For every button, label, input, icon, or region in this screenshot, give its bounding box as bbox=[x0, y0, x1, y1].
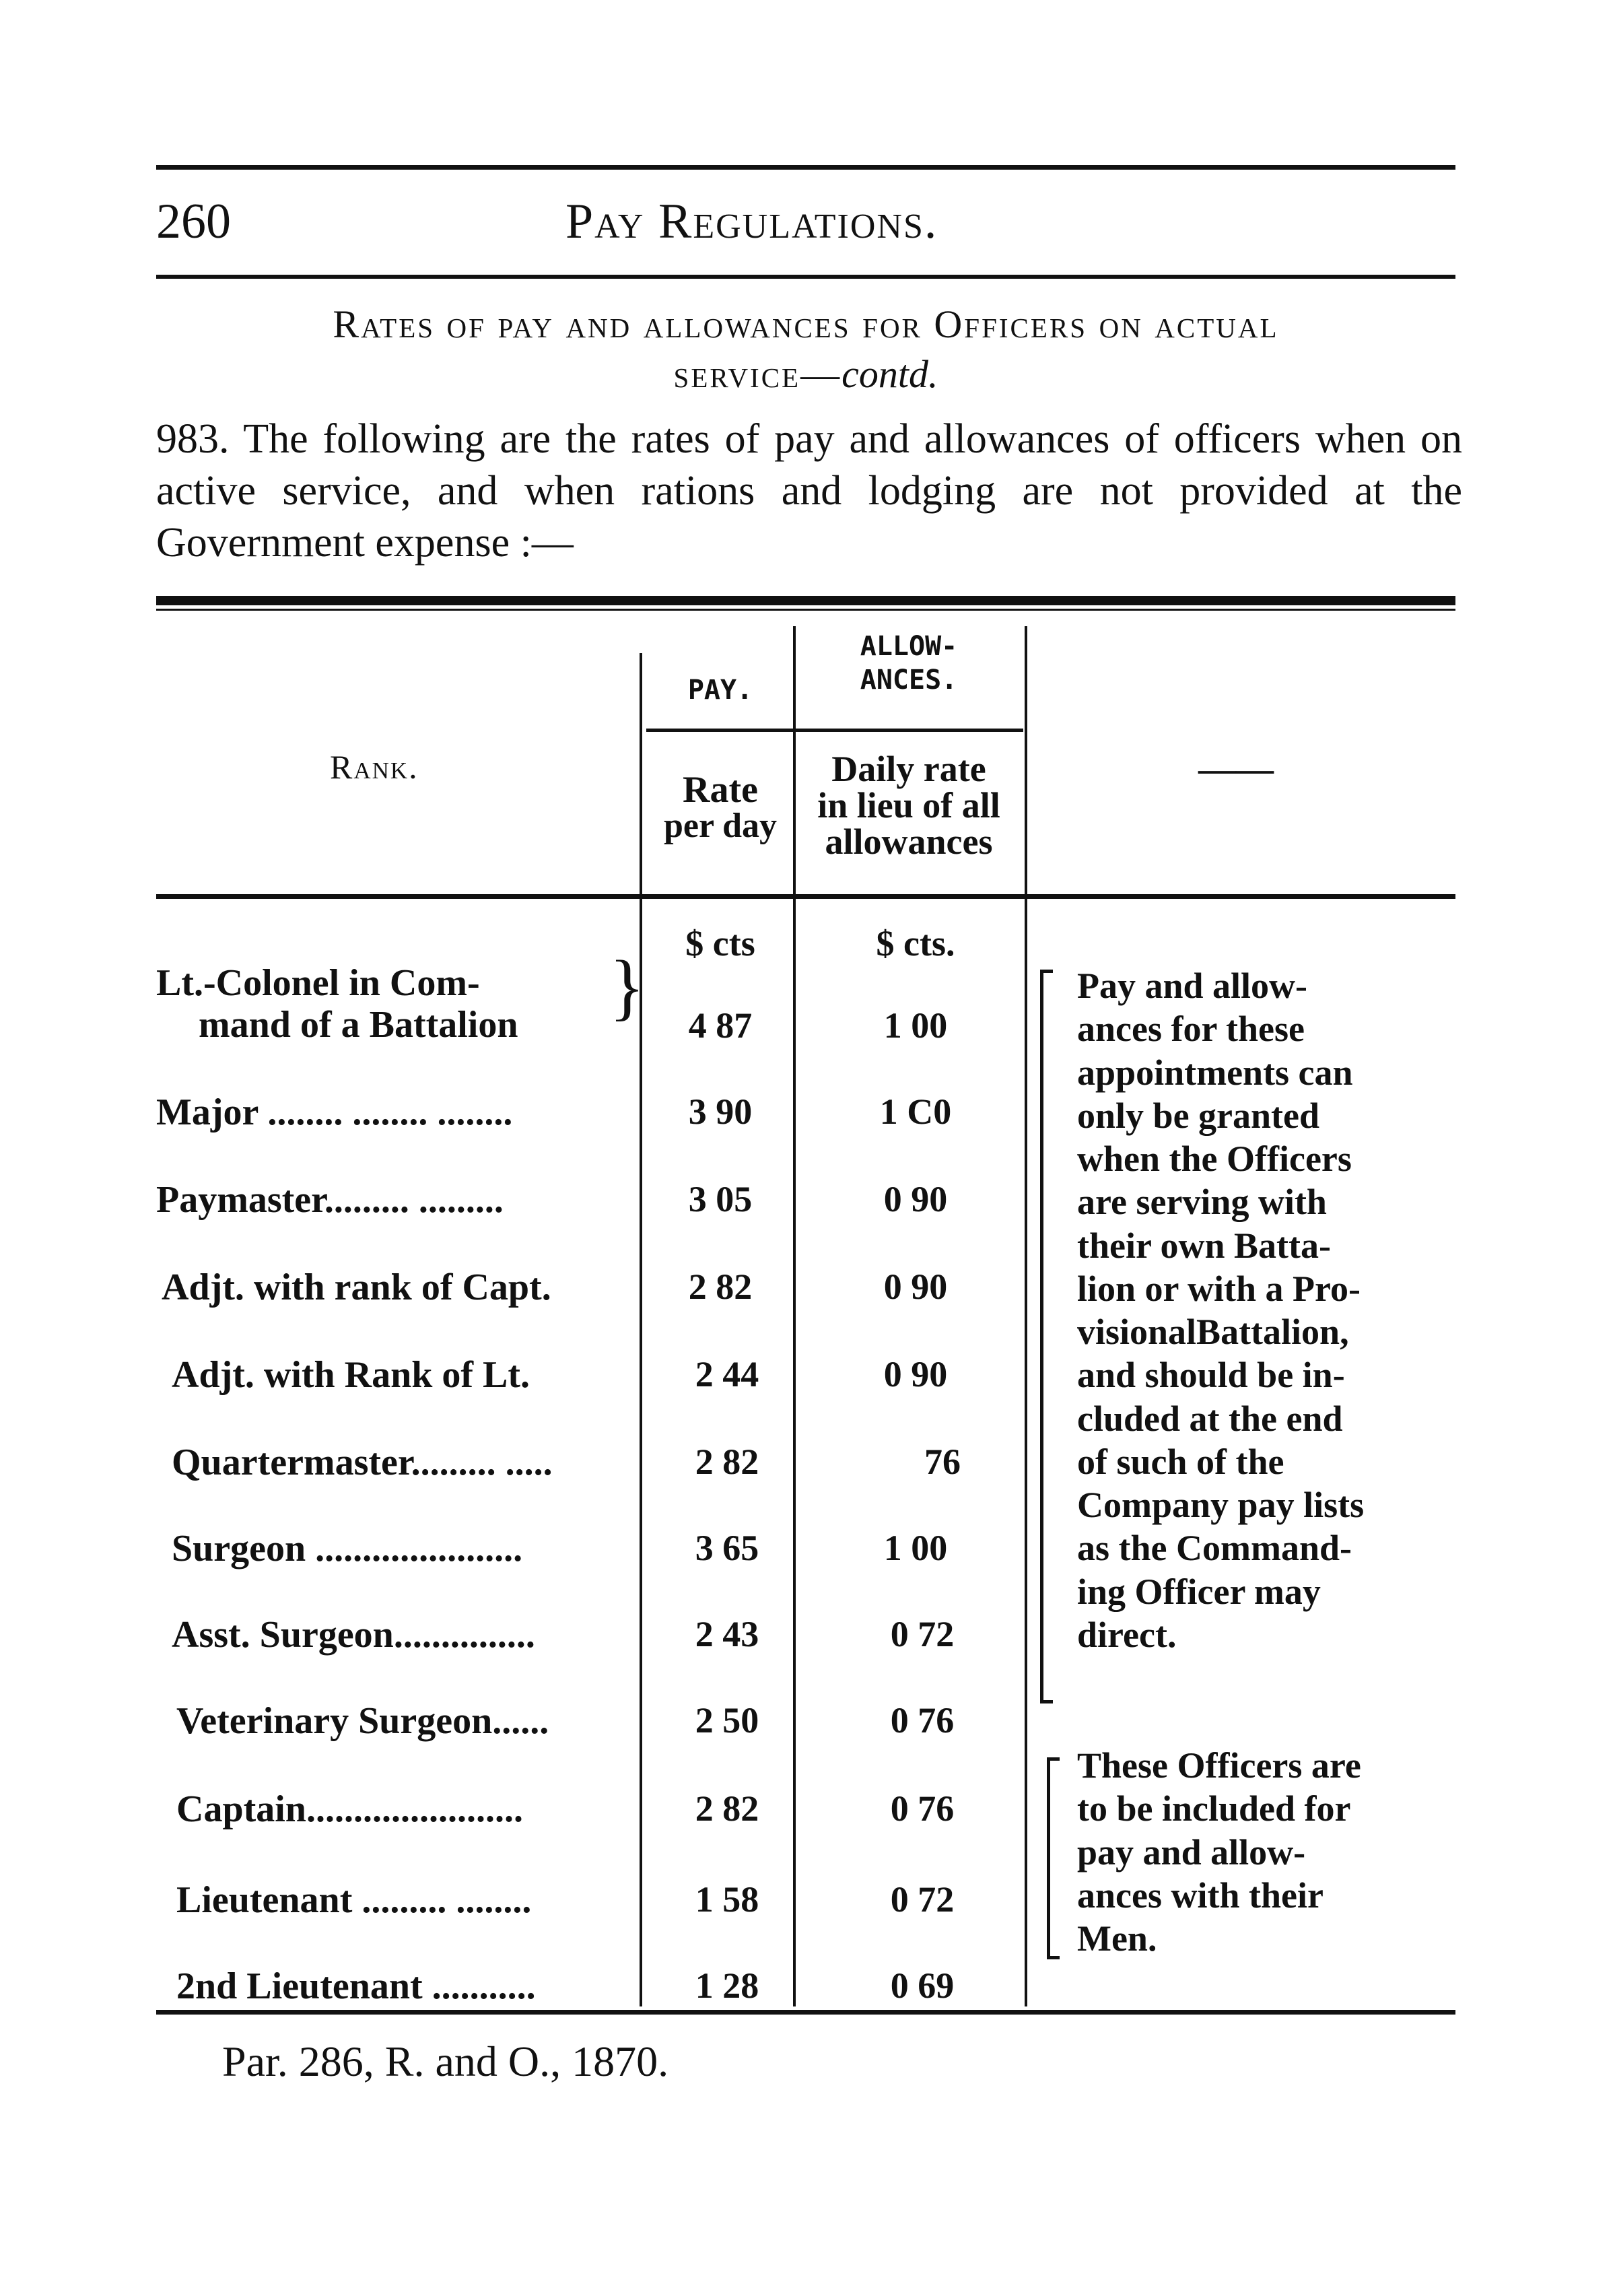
table-row-pay: 2 50 bbox=[695, 1700, 759, 1741]
col-line-1 bbox=[640, 653, 642, 2006]
pay-unit: $ cts bbox=[685, 923, 755, 964]
daily-rate-header: Daily rate in lieu of all allowances bbox=[817, 749, 1000, 862]
table-row-allow: 1 00 bbox=[883, 1005, 948, 1046]
table-row-rank: Adjt. with rank of Capt. bbox=[162, 1267, 551, 1308]
table-row-pay: 1 58 bbox=[695, 1879, 759, 1920]
table-row-rank: Surgeon ...................... bbox=[172, 1528, 523, 1569]
col-line-3 bbox=[1025, 626, 1027, 2006]
section-title-line1: Rates of pay and allowances for Officers on actual bbox=[333, 302, 1279, 346]
table-row-allow: 0 90 bbox=[883, 1354, 948, 1394]
brace-icon: } bbox=[609, 945, 645, 1027]
remarks-header: —— bbox=[1198, 748, 1274, 790]
table-row-pay: 3 90 bbox=[688, 1091, 753, 1132]
table-row-pay: 3 65 bbox=[695, 1528, 759, 1568]
header-bottom-rule bbox=[156, 275, 1455, 279]
allowances-header: ALLOW- ANCES. bbox=[860, 631, 958, 696]
section-title-contd: contd. bbox=[841, 352, 938, 397]
table-row-allow: 0 76 bbox=[890, 1788, 955, 1829]
table-row-allow: 0 90 bbox=[883, 1179, 948, 1219]
table-row-rank: 2nd Lieutenant ........... bbox=[176, 1965, 536, 2007]
table-row-allow: 0 76 bbox=[890, 1700, 955, 1741]
page-number: 260 bbox=[156, 194, 231, 249]
section-title bbox=[156, 300, 1455, 399]
table-row-rank: Lieutenant ......... ........ bbox=[176, 1879, 532, 1921]
rank-header: Rank. bbox=[330, 748, 419, 786]
table-row-rank: Captain....................... bbox=[176, 1788, 523, 1830]
table-bottom-rule bbox=[156, 2010, 1455, 2015]
table-row-allow: 0 72 bbox=[890, 1614, 955, 1654]
table-row-rank: Major ........ ........ ........ bbox=[156, 1091, 513, 1133]
table-row-allow: 1 C0 bbox=[879, 1091, 952, 1132]
table-row-rank: Quartermaster......... ..... bbox=[172, 1442, 553, 1483]
remarks-note-1: Pay and allow- ances for these appointments can only be granted when the Officers are serving with their own Batta- lion or with a Pro- visionalBattalion, and should be in- cluded at the end of such of the Company pay lists as the Command- ing Officer may direct. bbox=[1077, 966, 1365, 1655]
table-row-allow: 1 00 bbox=[883, 1528, 948, 1568]
remarks-note-2: These Officers are to be included for pay and allow- ances with their Men. bbox=[1077, 1745, 1361, 1959]
running-title: Pay Regulations. bbox=[565, 194, 938, 249]
table-row-pay: 2 43 bbox=[695, 1614, 759, 1654]
table-row-allow: 76 bbox=[924, 1442, 961, 1482]
pay-header: PAY. bbox=[687, 675, 753, 706]
table-row-rank: Adjt. with Rank of Lt. bbox=[172, 1354, 530, 1396]
table-row-allow: 0 69 bbox=[890, 1965, 955, 2006]
table-row-allow: 0 72 bbox=[890, 1879, 955, 1920]
footer-reference: Par. 286, R. and O., 1870. bbox=[222, 2037, 669, 2085]
table-row-pay: 2 82 bbox=[695, 1442, 759, 1482]
section-title-line2: service—contd. bbox=[673, 352, 938, 397]
top-rule bbox=[156, 165, 1455, 170]
table-top-rule bbox=[156, 596, 1455, 605]
intro-paragraph: 983. The following are the rates of pay and allowances of officers when on active service, and when rations and lodging are not provided at the Government expense :— bbox=[156, 416, 1462, 566]
table-row-rank-line2: mand of a Battalion bbox=[199, 1004, 518, 1046]
table-row-pay: 2 82 bbox=[688, 1267, 753, 1307]
table-row-pay: 4 87 bbox=[688, 1005, 753, 1046]
table-top-rule-thin bbox=[156, 609, 1455, 611]
table-row-rank: Veterinary Surgeon...... bbox=[176, 1700, 549, 1742]
table-row-pay: 2 82 bbox=[695, 1788, 759, 1829]
allow-unit: $ cts. bbox=[876, 923, 955, 964]
table-row-rank: Lt.-Colonel in Com- bbox=[156, 962, 480, 1004]
table-row-pay: 2 44 bbox=[695, 1354, 759, 1394]
note-brace-2 bbox=[1047, 1757, 1060, 1959]
table-row-pay: 3 05 bbox=[688, 1179, 753, 1219]
table-row-rank: Paymaster......... ......... bbox=[156, 1179, 504, 1221]
table-row-pay: 1 28 bbox=[695, 1965, 759, 2006]
table-row-allow: 0 90 bbox=[883, 1267, 948, 1307]
header-divider-rule bbox=[156, 894, 1455, 899]
note-brace-1 bbox=[1040, 970, 1053, 1703]
table-row-rank: Asst. Surgeon............... bbox=[172, 1614, 535, 1656]
rate-per-day-header: Rate per day bbox=[663, 769, 778, 845]
subheader-rule bbox=[646, 729, 1023, 732]
